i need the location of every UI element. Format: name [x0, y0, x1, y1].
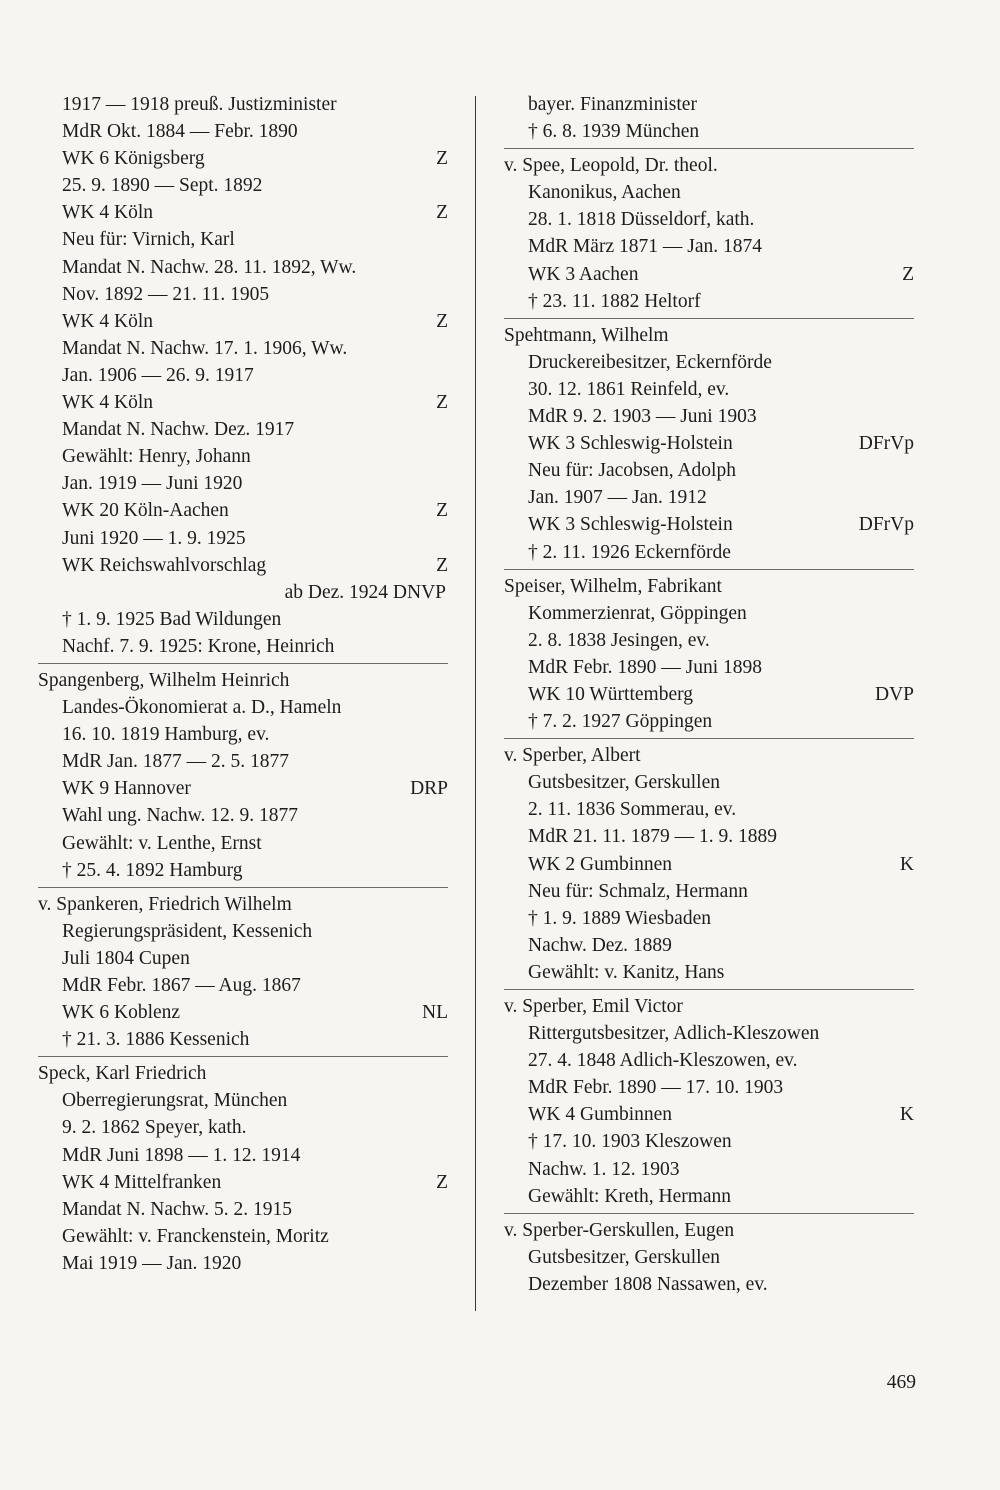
- entry-line-text: Nachw. Dez. 1889: [528, 934, 672, 956]
- entry-line: [38, 633, 448, 660]
- entry-line: [504, 91, 914, 118]
- entry-line-text: Juni 1920 — 1. 9. 1925: [62, 527, 246, 549]
- party-label: Z: [436, 1171, 448, 1193]
- entry-line: [38, 525, 448, 552]
- party-label: NL: [422, 1002, 448, 1024]
- entry-line-text: Landes-Ökonomierat a. D., Hameln: [62, 697, 342, 719]
- entry-name: [38, 667, 448, 694]
- entry-line: [504, 796, 914, 823]
- entry-name: [38, 1060, 448, 1087]
- entry-line: [504, 878, 914, 905]
- entry-line-text: Juli 1804 Cupen: [62, 947, 190, 969]
- entry-line-text: Mandat N. Nachw. 5. 2. 1915: [62, 1198, 292, 1220]
- entry-line: [504, 484, 914, 511]
- entry-line: [504, 179, 914, 206]
- left-column: [38, 91, 448, 1277]
- entry-line: [38, 830, 448, 857]
- entry-line-text: MdR 9. 2. 1903 — Juni 1903: [528, 406, 757, 428]
- entry-line-text: v. Sperber-Gerskullen, Eugen: [504, 1219, 735, 1241]
- entry-line-text: WK Reichswahlvorschlag: [62, 554, 267, 576]
- party-label: Z: [436, 554, 448, 576]
- biography-entry: [38, 667, 448, 884]
- entry-line-text: Mai 1919 — Jan. 1920: [62, 1252, 242, 1274]
- entry-line-text: Jan. 1906 — 26. 9. 1917: [62, 364, 254, 386]
- entry-line: [504, 1074, 914, 1101]
- entry-line-text: Mandat N. Nachw. 28. 11. 1892, Ww.: [62, 256, 357, 278]
- entry-line: [38, 857, 448, 884]
- entry-separator: [504, 738, 914, 739]
- entry-line: [38, 1087, 448, 1114]
- entry-line-text: Neu für: Schmalz, Hermann: [528, 880, 748, 902]
- biography-entry: [38, 1060, 448, 1277]
- entry-line: [504, 511, 914, 538]
- entry-line: [38, 972, 448, 999]
- entry-line: [38, 416, 448, 443]
- entry-name: [504, 152, 914, 179]
- entry-line-text: Kanonikus, Aachen: [528, 182, 681, 204]
- entry-line: [504, 1271, 914, 1298]
- entry-line: [504, 261, 914, 288]
- entry-line: [504, 851, 914, 878]
- entry-line: [504, 959, 914, 986]
- entry-line-text: WK 20 Köln-Aachen: [62, 500, 229, 522]
- entry-line: [38, 389, 448, 416]
- entry-line-text: 2. 8. 1838 Jesingen, ev.: [528, 629, 710, 651]
- entry-line-text: WK 3 Schleswig-Holstein: [528, 514, 733, 536]
- entry-line-text: † 25. 4. 1892 Hamburg: [62, 859, 243, 881]
- entry-line-text: Wahl ung. Nachw. 12. 9. 1877: [62, 805, 298, 827]
- entry-line-text: Nachf. 7. 9. 1925: Krone, Heinrich: [62, 635, 335, 657]
- entry-line-text: Rittergutsbesitzer, Adlich-Kleszowen: [528, 1023, 820, 1045]
- entry-line: [38, 918, 448, 945]
- entry-line-text: 1917 — 1918 preuß. Justizminister: [62, 94, 337, 115]
- entry-line-text: MdR Juni 1898 — 1. 12. 1914: [62, 1144, 301, 1166]
- entry-separator: [504, 989, 914, 990]
- entry-line-text: † 17. 10. 1903 Kleszowen: [528, 1131, 732, 1153]
- entry-line: [38, 443, 448, 470]
- entry-line-text: WK 3 Aachen: [528, 263, 639, 285]
- entry-line: [504, 457, 914, 484]
- entry-line: [38, 721, 448, 748]
- entry-line: [504, 539, 914, 566]
- entry-line: [504, 1128, 914, 1155]
- entry-line: [38, 118, 448, 145]
- entry-line: [38, 552, 448, 579]
- entry-line-text: 30. 12. 1861 Reinfeld, ev.: [528, 378, 730, 400]
- entry-line-text: WK 3 Schleswig-Holstein: [528, 433, 733, 455]
- entry-line-text: Mandat N. Nachw. 17. 1. 1906, Ww.: [62, 337, 348, 359]
- entry-line: [504, 932, 914, 959]
- entry-line-text: Druckereibesitzer, Eckernförde: [528, 351, 772, 373]
- entry-line: [38, 1142, 448, 1169]
- right-column: [504, 91, 914, 1298]
- entry-line: [38, 945, 448, 972]
- entry-line-text: 28. 1. 1818 Düsseldorf, kath.: [528, 209, 755, 231]
- party-label: Z: [902, 263, 914, 285]
- entry-line: [504, 430, 914, 457]
- entry-line-text: † 6. 8. 1939 München: [528, 121, 700, 143]
- party-label: Z: [436, 310, 448, 332]
- biography-entry: [38, 891, 448, 1054]
- entry-line: [38, 254, 448, 281]
- entry-line-text: Nachw. 1. 12. 1903: [528, 1158, 680, 1180]
- entry-line-text: WK 10 Württemberg: [528, 683, 693, 705]
- biography-entry: [504, 152, 914, 315]
- entry-line-text: Dezember 1808 Nassawen, ev.: [528, 1273, 768, 1295]
- entry-line: [38, 362, 448, 389]
- entry-line: [504, 1183, 914, 1210]
- entry-line-text: WK 6 Königsberg: [62, 148, 205, 170]
- entry-line-text: MdR 21. 11. 1879 — 1. 9. 1889: [528, 826, 777, 848]
- entry-line: [504, 1244, 914, 1271]
- entry-line-text: MdR Febr. 1867 — Aug. 1867: [62, 975, 301, 996]
- entry-line-text: Gutsbesitzer, Gerskullen: [528, 772, 721, 794]
- entry-line-text: v. Sperber, Emil Victor: [504, 996, 683, 1017]
- entry-line-text: Neu für: Virnich, Karl: [62, 229, 235, 251]
- entry-line: [38, 694, 448, 721]
- entry-line-text: Spangenberg, Wilhelm Heinrich: [38, 669, 290, 691]
- entry-line-text: Gewählt: v. Lenthe, Ernst: [62, 832, 262, 854]
- entry-line-text: † 7. 2. 1927 Göppingen: [528, 711, 713, 733]
- entry-line: [504, 627, 914, 654]
- entry-line-text: 9. 2. 1862 Speyer, kath.: [62, 1117, 247, 1139]
- entry-line-text: Gewählt: v. Kanitz, Hans: [528, 961, 725, 983]
- entry-line: [504, 769, 914, 796]
- entry-line-text: Speck, Karl Friedrich: [38, 1063, 207, 1085]
- entry-separator: [504, 318, 914, 319]
- entry-line: [38, 775, 448, 802]
- biography-entry: [504, 993, 914, 1210]
- entry-line-text: MdR Jan. 1877 — 2. 5. 1877: [62, 751, 289, 773]
- entry-line: [38, 1250, 448, 1277]
- entry-line-text: bayer. Finanzminister: [528, 94, 697, 115]
- entry-line-text: MdR März 1871 — Jan. 1874: [528, 236, 762, 258]
- party-label: DFrVp: [858, 514, 914, 536]
- entry-line: [38, 335, 448, 362]
- entry-line-text: WK 4 Mittelfranken: [62, 1171, 222, 1193]
- entry-separator: [38, 1056, 448, 1057]
- entry-separator: [38, 887, 448, 888]
- entry-line-text: † 23. 11. 1882 Heltorf: [528, 290, 701, 312]
- entry-name: [504, 742, 914, 769]
- entry-line-text: Gewählt: v. Franckenstein, Moritz: [62, 1225, 329, 1247]
- entry-line: [504, 376, 914, 403]
- entry-name: [38, 891, 448, 918]
- party-label: DVP: [874, 683, 914, 705]
- biography-entry: [504, 742, 914, 986]
- entry-line: [38, 281, 448, 308]
- entry-name: [504, 573, 914, 600]
- entry-line: [38, 999, 448, 1026]
- entry-separator: [504, 1213, 914, 1214]
- biography-entry: [504, 91, 914, 145]
- entry-separator: [38, 663, 448, 664]
- entry-line: [504, 823, 914, 850]
- entry-separator: [504, 148, 914, 149]
- party-label: Z: [436, 202, 448, 224]
- page-number: 469: [886, 1372, 916, 1393]
- entry-line: [504, 1020, 914, 1047]
- entry-line-text: Jan. 1907 — Jan. 1912: [528, 487, 707, 509]
- entry-line-text: 16. 10. 1819 Hamburg, ev.: [62, 724, 270, 746]
- entry-line-text: Gewählt: Kreth, Hermann: [528, 1185, 732, 1207]
- entry-line: [504, 288, 914, 315]
- entry-line-text: Jan. 1919 — Juni 1920: [62, 473, 243, 495]
- entry-line-text: Spehtmann, Wilhelm: [504, 324, 669, 346]
- party-label: Z: [436, 500, 448, 522]
- party-label: Z: [436, 392, 448, 414]
- entry-line-text: Speiser, Wilhelm, Fabrikant: [504, 575, 722, 597]
- entry-line-text: WK 4 Köln: [62, 392, 153, 414]
- biography-entry: [504, 1217, 914, 1298]
- entry-line: [38, 1196, 448, 1223]
- entry-line-text: Neu für: Jacobsen, Adolph: [528, 460, 736, 482]
- entry-line-text: MdR Okt. 1884 — Febr. 1890: [62, 121, 298, 143]
- column-divider: [475, 96, 476, 1311]
- entry-line: [38, 802, 448, 829]
- entry-line-text: MdR Febr. 1890 — 17. 10. 1903: [528, 1077, 784, 1099]
- entry-line: [504, 118, 914, 145]
- entry-line: [38, 91, 448, 118]
- entry-line-text: WK 4 Gumbinnen: [528, 1104, 673, 1126]
- entry-line: [504, 1156, 914, 1183]
- entry-line: [504, 600, 914, 627]
- entry-line: [504, 349, 914, 376]
- party-label: DFrVp: [858, 433, 914, 455]
- entry-name: [504, 993, 914, 1020]
- entry-line-text: Regierungspräsident, Kessenich: [62, 920, 313, 942]
- entry-line: [504, 1047, 914, 1074]
- entry-line-text: MdR Febr. 1890 — Juni 1898: [528, 656, 763, 678]
- entry-line: [38, 579, 448, 606]
- entry-line: [38, 1026, 448, 1053]
- entry-line-text: † 1. 9. 1889 Wiesbaden: [528, 907, 711, 929]
- entry-line: [504, 708, 914, 735]
- entry-separator: [504, 569, 914, 570]
- entry-line-text: ab Dez. 1924 DNVP: [284, 581, 446, 603]
- entry-name: [504, 1217, 914, 1244]
- entry-line: [38, 145, 448, 172]
- entry-line: [38, 1114, 448, 1141]
- entry-line-text: 25. 9. 1890 — Sept. 1892: [62, 175, 263, 197]
- entry-name: [504, 322, 914, 349]
- entry-line: [504, 654, 914, 681]
- entry-line-text: 27. 4. 1848 Adlich-Kleszowen, ev.: [528, 1050, 798, 1072]
- entry-line-text: † 1. 9. 1925 Bad Wildungen: [62, 608, 282, 630]
- party-label: K: [899, 1104, 914, 1126]
- entry-line: [504, 1101, 914, 1128]
- biography-entry: [504, 573, 914, 736]
- entry-line-text: WK 9 Hannover: [62, 778, 191, 800]
- entry-line: [38, 199, 448, 226]
- entry-line-text: Kommerzienrat, Göppingen: [528, 602, 747, 624]
- entry-line-text: WK 4 Köln: [62, 310, 153, 332]
- biography-entry: [38, 91, 448, 660]
- entry-line-text: Oberregierungsrat, München: [62, 1090, 288, 1112]
- entry-line-text: 2. 11. 1836 Sommerau, ev.: [528, 799, 737, 821]
- entry-line-text: v. Spee, Leopold, Dr. theol.: [504, 155, 718, 177]
- entry-line: [504, 206, 914, 233]
- entry-line: [38, 1223, 448, 1250]
- entry-line-text: Nov. 1892 — 21. 11. 1905: [62, 283, 270, 305]
- entry-line-text: † 2. 11. 1926 Eckernförde: [528, 541, 731, 563]
- entry-line: [38, 308, 448, 335]
- entry-line: [504, 681, 914, 708]
- entry-line: [504, 403, 914, 430]
- entry-line-text: v. Spankeren, Friedrich Wilhelm: [38, 893, 292, 915]
- biography-entry: [504, 322, 914, 566]
- entry-line: [38, 606, 448, 633]
- entry-line-text: Gutsbesitzer, Gerskullen: [528, 1246, 721, 1268]
- entry-line-text: WK 6 Koblenz: [62, 1002, 181, 1024]
- entry-line: [38, 226, 448, 253]
- entry-line-text: WK 4 Köln: [62, 202, 153, 224]
- entry-line: [504, 233, 914, 260]
- entry-line-text: v. Sperber, Albert: [504, 745, 641, 767]
- entry-line: [38, 748, 448, 775]
- entry-line-text: Mandat N. Nachw. Dez. 1917: [62, 419, 295, 441]
- party-label: DRP: [410, 778, 448, 800]
- entry-line: [504, 905, 914, 932]
- entry-line-text: Gewählt: Henry, Johann: [62, 446, 251, 468]
- entry-line-text: † 21. 3. 1886 Kessenich: [62, 1029, 250, 1051]
- entry-line: [38, 1169, 448, 1196]
- entry-line: [38, 497, 448, 524]
- entry-line: [38, 172, 448, 199]
- entry-line: [38, 470, 448, 497]
- party-label: Z: [436, 148, 448, 170]
- entry-line-text: WK 2 Gumbinnen: [528, 853, 673, 875]
- party-label: K: [899, 853, 914, 875]
